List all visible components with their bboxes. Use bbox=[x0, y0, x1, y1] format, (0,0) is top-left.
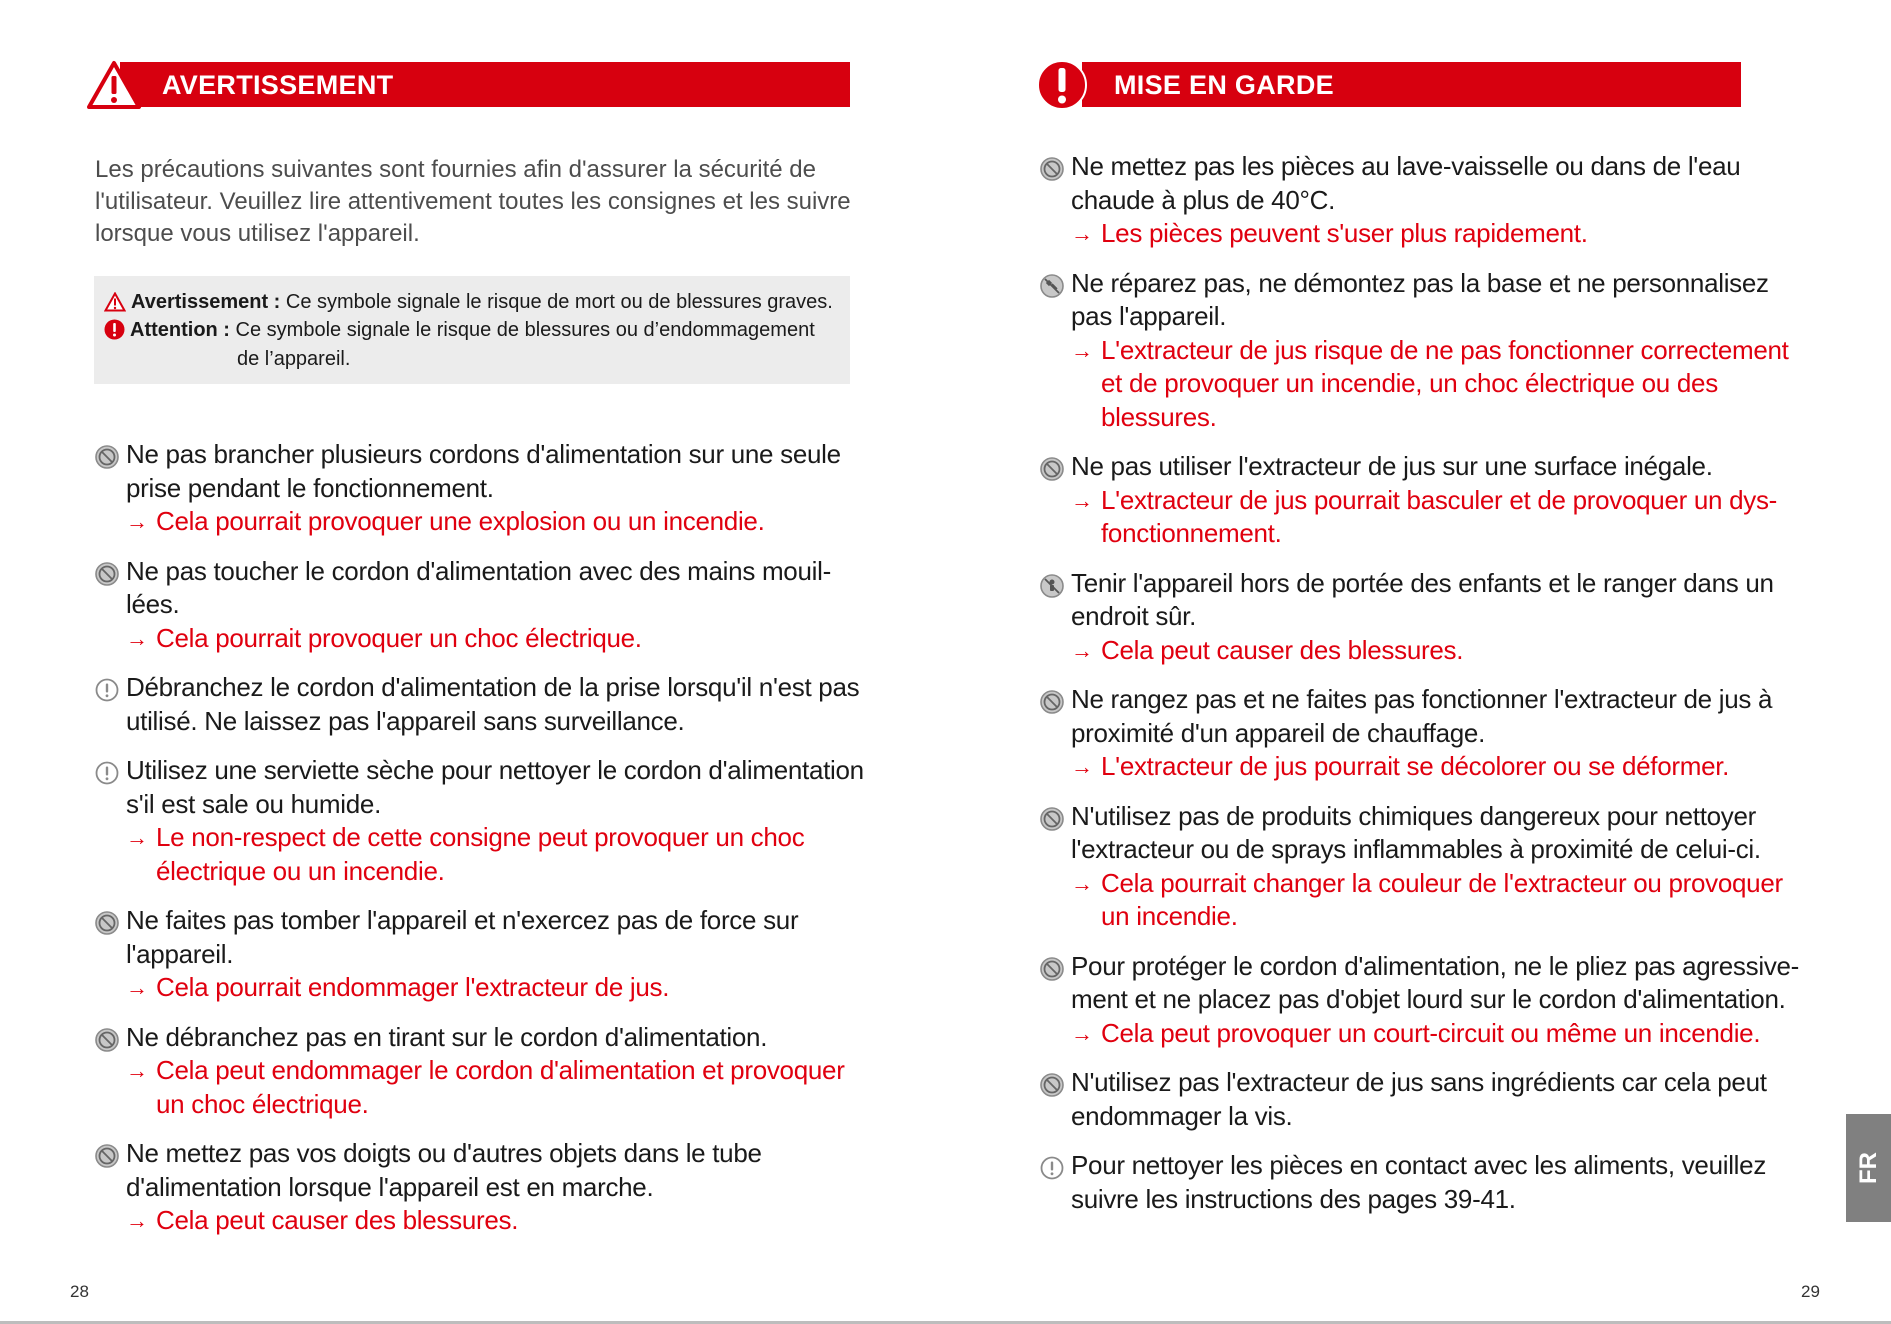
safety-item-text: Pour nettoyer les pièces en contact avec les aliments, veuillez suivre les instructions des pages 39-41. bbox=[1071, 1150, 1767, 1214]
safety-item bbox=[1040, 950, 1810, 1051]
consequence-text: Cela peut endommager le cordon d'alimentation et provoquer un choc électrique. bbox=[156, 1055, 845, 1119]
prohibited-icon bbox=[1040, 690, 1064, 714]
safety-item-consequence bbox=[126, 821, 865, 888]
safety-item bbox=[1040, 150, 1810, 251]
safety-item-text: Ne pas brancher plusieurs cordons d'alimentation sur une seule prise pendant le fonctionnement. bbox=[126, 439, 841, 503]
consequence-text: Cela peut causer des blessures. bbox=[156, 1205, 519, 1235]
legend-caution-text-cont: de l’appareil. bbox=[237, 348, 351, 370]
safety-item-consequence bbox=[1071, 867, 1810, 934]
safety-item-text: Utilisez une serviette sèche pour nettoyer le cordon d'alimentation s'il est sale ou humide. bbox=[126, 755, 864, 819]
right-safety-list bbox=[1040, 150, 1810, 1232]
intro-paragraph: Les précautions suivantes sont fournies afin d'assurer la sécurité de l'utilisateur. Veuillez lire attentivement toutes les consignes et les suivre lorsque vous utilisez l'appareil. bbox=[95, 156, 851, 247]
consequence-text: Cela pourrait changer la couleur de l'extracteur ou provoquer un incendie. bbox=[1101, 867, 1783, 931]
legend-caution-label: Attention : bbox=[130, 319, 230, 341]
safety-item-consequence bbox=[1071, 334, 1810, 435]
consequence-text: L'extracteur de jus pourrait se décolorer ou se déformer. bbox=[1101, 751, 1730, 781]
prohibited-icon bbox=[95, 1144, 119, 1168]
safety-item bbox=[95, 438, 865, 539]
safety-item-text: Pour protéger le cordon d'alimentation, ne le pliez pas agressive-ment et ne placez pas d'objet lourd sur le cordon d'alimentation. bbox=[1071, 950, 1800, 1014]
symbol-legend bbox=[94, 276, 850, 384]
consequence-text: Cela peut causer des blessures. bbox=[1101, 634, 1464, 665]
safety-item-consequence bbox=[1071, 217, 1810, 251]
legend-warning-label: Avertissement : bbox=[131, 291, 281, 313]
consequence-text: Cela peut provoquer un court-circuit ou même un incendie. bbox=[1101, 1017, 1761, 1048]
no-disassembly-icon bbox=[1040, 274, 1064, 298]
safety-item-text: Débranchez le cordon d'alimentation de la prise lorsqu'il n'est pas utilisé. Ne laissez pas l'appareil sans surveillance. bbox=[126, 672, 860, 736]
consequence-text: Cela pourrait endommager l'extracteur de jus. bbox=[156, 972, 670, 1002]
left-safety-list bbox=[95, 438, 865, 1254]
safety-item-text: N'utilisez pas de produits chimiques dangereux pour nettoyer l'extracteur ou de sprays inflammables à proximité de celui-ci. bbox=[1071, 800, 1761, 864]
prohibited-icon bbox=[95, 445, 119, 469]
safety-item-text: Tenir l'appareil hors de portée des enfants et le ranger dans un endroit sûr. bbox=[1071, 567, 1774, 631]
warning-triangle-icon bbox=[104, 292, 126, 312]
safety-item bbox=[1040, 567, 1810, 668]
safety-item-consequence bbox=[126, 622, 865, 656]
legend-caution-text: Ce symbole signale le risque de blessures ou d’endommagement bbox=[235, 319, 815, 341]
consequence-text: Cela pourrait provoquer un choc électrique. bbox=[156, 622, 642, 653]
arrow-right-icon: → bbox=[1071, 221, 1093, 246]
safety-item-consequence bbox=[1071, 1017, 1810, 1051]
safety-item-text: Ne pas utiliser l'extracteur de jus sur une surface inégale. bbox=[1071, 451, 1713, 481]
arrow-right-icon: → bbox=[1071, 337, 1093, 363]
safety-item-text: N'utilisez pas l'extracteur de jus sans ingrédients car cela peut endommager la vis. bbox=[1071, 1067, 1767, 1131]
right-page bbox=[946, 0, 1891, 1324]
arrow-right-icon: → bbox=[1071, 870, 1093, 896]
page-number: 28 bbox=[70, 1282, 89, 1301]
prohibited-icon bbox=[1040, 157, 1064, 181]
mandatory-icon bbox=[95, 678, 119, 702]
language-tab bbox=[1846, 1114, 1891, 1222]
safety-item-text: Ne réparez pas, ne démontez pas la base et ne personnalisez pas l'appareil. bbox=[1071, 267, 1769, 331]
mandatory-icon bbox=[95, 761, 119, 785]
safety-item-consequence bbox=[126, 971, 865, 1005]
consequence-text: Le non-respect de cette consigne peut provoquer un choc électrique ou un incendie. bbox=[156, 822, 805, 886]
safety-item bbox=[95, 671, 865, 738]
safety-item-text: Ne mettez pas les pièces au lave-vaisselle ou dans de l'eau chaude à plus de 40°C. bbox=[1071, 151, 1741, 215]
safety-item-consequence bbox=[1071, 634, 1810, 668]
safety-item-text: Ne faites pas tomber l'appareil et n'exercez pas de force sur l'appareil. bbox=[126, 905, 799, 969]
safety-item bbox=[1040, 1149, 1810, 1216]
prohibited-icon bbox=[95, 562, 119, 586]
prohibited-icon bbox=[1040, 457, 1064, 481]
banner-title: MISE EN GARDE bbox=[1114, 70, 1334, 100]
warning-banner bbox=[120, 62, 850, 107]
legend-warning bbox=[104, 288, 833, 317]
arrow-right-icon: → bbox=[126, 1058, 148, 1083]
arrow-right-icon: → bbox=[1071, 1020, 1093, 1046]
safety-item bbox=[95, 754, 865, 888]
safety-item-consequence bbox=[126, 1204, 865, 1238]
safety-item bbox=[95, 555, 865, 656]
safety-item bbox=[95, 1021, 865, 1122]
safety-item-text: Ne rangez pas et ne faites pas fonctionner l'extracteur de jus à proximité d'un appareil de chauffage. bbox=[1071, 684, 1773, 748]
prohibited-icon bbox=[1040, 1073, 1064, 1097]
safety-item bbox=[1040, 800, 1810, 934]
safety-item bbox=[1040, 450, 1810, 551]
arrow-right-icon: → bbox=[126, 825, 148, 850]
mandatory-icon bbox=[1040, 1156, 1064, 1180]
safety-item-text: Ne débranchez pas en tirant sur le cordon d'alimentation. bbox=[126, 1021, 768, 1052]
arrow-right-icon: → bbox=[1071, 754, 1093, 779]
prohibited-icon bbox=[95, 1028, 119, 1052]
arrow-right-icon: → bbox=[1071, 487, 1093, 513]
safety-item-consequence bbox=[1071, 484, 1810, 551]
arrow-right-icon: → bbox=[126, 1208, 148, 1233]
prohibited-icon bbox=[1040, 807, 1064, 831]
banner-title: AVERTISSEMENT bbox=[162, 70, 394, 100]
safety-item-consequence bbox=[126, 505, 865, 539]
prohibited-icon bbox=[1040, 957, 1064, 981]
language-tab-label: FR bbox=[1854, 1152, 1882, 1184]
safety-item-text: Ne pas toucher le cordon d'alimentation avec des mains mouil-lées. bbox=[126, 555, 831, 619]
child-prohibited-icon bbox=[1040, 574, 1064, 598]
safety-item bbox=[1040, 683, 1810, 784]
prohibited-icon bbox=[95, 911, 119, 935]
legend-warning-text: Ce symbole signale le risque de mort ou de blessures graves. bbox=[285, 291, 833, 313]
arrow-right-icon: → bbox=[126, 975, 148, 1000]
safety-item-consequence bbox=[126, 1054, 865, 1121]
consequence-text: L'extracteur de jus risque de ne pas fonctionner correctement et de provoquer un incendie, un choc électrique ou des blessures. bbox=[1101, 334, 1789, 432]
safety-item-text: Ne mettez pas vos doigts ou d'autres objets dans le tube d'alimentation lorsque l'appareil est en marche. bbox=[126, 1138, 762, 1202]
safety-item bbox=[1040, 1066, 1810, 1133]
warning-triangle-icon bbox=[86, 60, 142, 110]
consequence-text: Les pièces peuvent s'user plus rapidement. bbox=[1101, 218, 1588, 248]
left-page bbox=[0, 0, 945, 1324]
exclamation-circle-icon bbox=[1036, 59, 1088, 111]
consequence-text: L'extracteur de jus pourrait basculer et de provoquer un dys-fonctionnement. bbox=[1101, 484, 1778, 548]
arrow-right-icon: → bbox=[126, 509, 148, 534]
safety-item bbox=[95, 1137, 865, 1238]
arrow-right-icon: → bbox=[1071, 637, 1093, 663]
safety-item bbox=[95, 904, 865, 1005]
page-number: 29 bbox=[1801, 1282, 1820, 1301]
consequence-text: Cela pourrait provoquer une explosion ou un incendie. bbox=[156, 506, 765, 536]
safety-item bbox=[1040, 267, 1810, 435]
exclamation-circle-icon bbox=[104, 319, 125, 340]
arrow-right-icon: → bbox=[126, 625, 148, 651]
safety-item-consequence bbox=[1071, 750, 1810, 784]
legend-caution bbox=[104, 316, 815, 345]
caution-banner bbox=[1082, 62, 1741, 107]
